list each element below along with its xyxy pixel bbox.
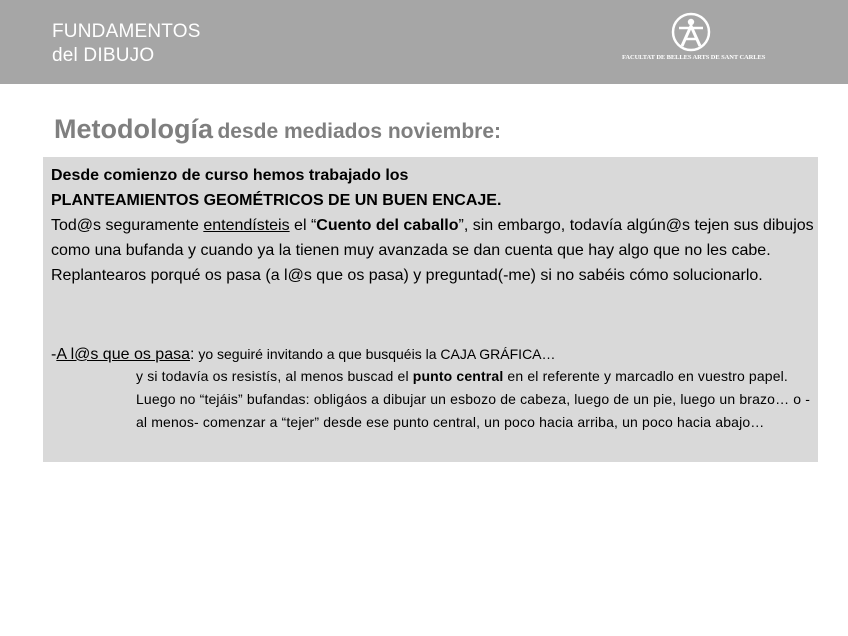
bullet-rest: yo seguiré invitando a que busquéis la CAJA GRÁFICA…	[194, 346, 556, 362]
bullet-colon: :	[189, 346, 195, 363]
indented-paragraph	[136, 365, 816, 434]
logo-caption: FACULTAT DE BELLES ARTS DE SANT CARLES	[622, 54, 766, 61]
vitruvian-logo-icon	[669, 12, 713, 52]
body-text-a: Tod@s seguramente	[51, 217, 204, 234]
course-title-line2: del DIBUJO	[52, 45, 155, 66]
slide-title-main: Metodología	[54, 114, 213, 144]
course-title-line1: FUNDAMENTOS	[52, 21, 201, 42]
header-bar	[0, 0, 848, 84]
body-bold-title: Cuento del caballo	[316, 217, 459, 234]
intro-paragraph	[51, 163, 816, 288]
content-box	[43, 157, 818, 462]
intro-line-2: PLANTEAMIENTOS GEOMÉTRICOS DE UN BUEN ENCAJE.	[51, 192, 502, 209]
bullet-dash: -	[51, 346, 57, 363]
bullet-underline: A l@s que os pasa	[56, 346, 190, 363]
course-title	[52, 20, 201, 68]
body-text-b: el “	[289, 217, 317, 234]
slide-title-sub: desde mediados noviembre:	[217, 120, 502, 143]
indent-text-b: en el referente y marcadlo en vuestro papel. Luego no “tejáis” bufandas: obligáos a dibujar un esbozo de cabeza, luego de un pie, luego un brazo… o -al menos- comenzar a “tejer” desde ese punto central, un poco hacia arriba, un poco hacia abajo…	[136, 368, 811, 430]
body-text-c: ”, sin embargo, todavía algún@s tejen sus dibujos como una bufanda y cuando ya la tienen muy avanzada se dan cuenta que hay algo que no les cabe. Replantearos porqué os pasa (a l@s que os pasa) y preguntad(-me) si no sabéis cómo solucionarlo.	[51, 217, 814, 284]
body-underline: entendísteis	[203, 217, 290, 234]
slide-title	[54, 114, 501, 145]
intro-line-1: Desde comienzo de curso hemos trabajado los	[51, 167, 409, 184]
faculty-logo	[622, 12, 766, 68]
indent-text-a: y si todavía os resistís, al menos buscad el	[136, 368, 413, 384]
bullet-line	[51, 343, 816, 366]
indent-bold: punto central	[412, 368, 504, 384]
